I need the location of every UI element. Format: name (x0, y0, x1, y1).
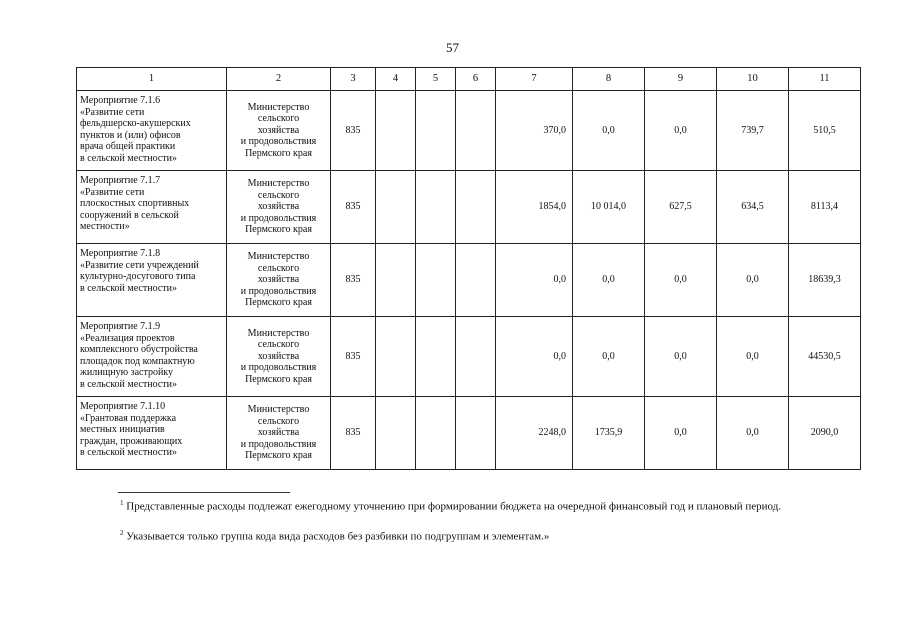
measure-line: площадок под компактную (80, 355, 195, 367)
budget-code-cell: 835 (331, 317, 376, 397)
column-header: 4 (376, 68, 416, 91)
executor-cell (227, 244, 331, 317)
amount-cell: 0,0 (496, 317, 573, 397)
amount-cell: 0,0 (717, 317, 789, 397)
column-header: 2 (227, 68, 331, 91)
empty-cell (376, 91, 416, 171)
amount-cell: 0,0 (645, 91, 717, 171)
footnote-divider (118, 492, 290, 493)
footnote-text: Представленные расходы подлежат ежегодному уточнению при формировании бюджета на очередной финансовый год и плановый период. (126, 500, 782, 513)
executor-cell (227, 317, 331, 397)
measure-line: «Грантовая поддержка (80, 412, 177, 424)
empty-cell (456, 397, 496, 470)
page-number: 57 (446, 40, 459, 55)
executor-line: Пермского края (245, 450, 312, 462)
executor-line: сельского (257, 415, 300, 427)
amount-cell: 10 014,0 (573, 171, 645, 244)
measure-line: «Развитие сети учреждений (80, 259, 199, 271)
amount-cell: 0,0 (645, 317, 717, 397)
measure-line: местных инициатив (80, 424, 165, 435)
amount-cell: 634,5 (717, 171, 789, 244)
measure-line: жилищную застройку (80, 367, 174, 378)
empty-cell (456, 171, 496, 244)
empty-cell (456, 244, 496, 317)
column-header: 11 (789, 68, 861, 91)
amount-cell: 0,0 (496, 244, 573, 317)
executor-line: хозяйства (257, 124, 300, 136)
table-row (77, 317, 861, 397)
measure-line: фельдшерско-акушерских (80, 118, 191, 129)
amount-cell: 1735,9 (573, 397, 645, 470)
amount-cell: 2248,0 (496, 397, 573, 470)
measure-line: плоскостных спортивных (80, 198, 190, 209)
empty-cell (416, 91, 456, 171)
header-row (77, 68, 861, 91)
measure-line: граждан, проживающих (80, 435, 183, 447)
column-header: 9 (645, 68, 717, 91)
amount-cell: 0,0 (573, 244, 645, 317)
executor-line: сельского (257, 189, 300, 201)
empty-cell (376, 171, 416, 244)
executor-line: хозяйства (257, 350, 300, 362)
measure-line: Мероприятие 7.1.6 (80, 95, 161, 106)
executor-line: Пермского края (245, 224, 312, 236)
executor-line: сельского (257, 262, 300, 274)
footnote-mark: 2 (120, 529, 124, 537)
measure-line: врача общей практики (80, 141, 176, 152)
measure-line: в сельской местности» (80, 378, 177, 390)
column-header: 1 (77, 68, 227, 91)
measure-line: культурно-досугового типа (80, 271, 196, 282)
footnote-mark: 1 (120, 499, 124, 507)
empty-cell (456, 317, 496, 397)
budget-code-cell: 835 (331, 171, 376, 244)
measure-line: комплексного обустройства (80, 344, 198, 355)
executor-line: хозяйства (257, 274, 300, 286)
budget-table (76, 67, 861, 470)
amount-cell: 510,5 (789, 91, 861, 171)
empty-cell (416, 317, 456, 397)
empty-cell (456, 91, 496, 171)
executor-line: Пермского края (245, 147, 312, 159)
table-row (77, 397, 861, 470)
empty-cell (376, 317, 416, 397)
executor-line: и продовольствия (240, 136, 317, 148)
empty-cell (416, 397, 456, 470)
empty-cell (416, 171, 456, 244)
executor-cell (227, 397, 331, 470)
amount-cell: 0,0 (645, 244, 717, 317)
amount-cell: 370,0 (496, 91, 573, 171)
empty-cell (416, 244, 456, 317)
executor-line: и продовольствия (240, 438, 317, 450)
column-header: 6 (456, 68, 496, 91)
measure-line: пунктов и (или) офисов (80, 129, 181, 141)
executor-cell (227, 91, 331, 171)
measure-line: в сельской местности» (80, 447, 177, 458)
table-row (77, 244, 861, 317)
amount-cell: 8113,4 (789, 171, 861, 244)
executor-line: хозяйства (257, 201, 300, 213)
footnote-2 (80, 526, 900, 544)
amount-cell: 2090,0 (789, 397, 861, 470)
executor-line: Министерство (247, 404, 310, 416)
measure-cell (77, 244, 227, 317)
budget-code-cell: 835 (331, 397, 376, 470)
column-header: 10 (717, 68, 789, 91)
amount-cell: 0,0 (573, 91, 645, 171)
measure-line: в сельской местности» (80, 152, 177, 164)
executor-line: Министерство (247, 101, 310, 113)
amount-cell: 0,0 (573, 317, 645, 397)
column-header: 8 (573, 68, 645, 91)
measure-cell (77, 317, 227, 397)
executor-line: Пермского края (245, 297, 312, 309)
column-header: 5 (416, 68, 456, 91)
measure-line: Мероприятие 7.1.7 (80, 175, 161, 186)
executor-line: и продовольствия (240, 362, 317, 374)
footnote-text: Указывается только группа кода вида расходов без разбивки по подгруппам и элементам.» (126, 530, 550, 543)
executor-line: хозяйства (257, 427, 300, 439)
empty-cell (376, 397, 416, 470)
executor-line: сельского (257, 113, 300, 125)
measure-cell (77, 397, 227, 470)
measure-line: в сельской местности» (80, 282, 177, 294)
measure-line: сооружений в сельской (80, 209, 179, 221)
budget-code-cell: 835 (331, 91, 376, 171)
table-row (77, 171, 861, 244)
amount-cell: 0,0 (717, 397, 789, 470)
measure-line: Мероприятие 7.1.9 (80, 321, 161, 332)
column-header: 3 (331, 68, 376, 91)
measure-line: Мероприятие 7.1.8 (80, 248, 161, 259)
amount-cell: 44530,5 (789, 317, 861, 397)
measure-cell (77, 91, 227, 171)
amount-cell: 739,7 (717, 91, 789, 171)
executor-cell (227, 171, 331, 244)
executor-line: Министерство (247, 327, 310, 339)
executor-line: Пермского края (245, 373, 312, 385)
executor-line: сельского (257, 339, 300, 351)
budget-code-cell: 835 (331, 244, 376, 317)
amount-cell: 18639,3 (789, 244, 861, 317)
measure-line: Мероприятие 7.1.10 (80, 401, 166, 412)
measure-line: «Реализация проектов (80, 332, 175, 344)
column-header: 7 (496, 68, 573, 91)
amount-cell: 1854,0 (496, 171, 573, 244)
amount-cell: 0,0 (645, 397, 717, 470)
executor-line: и продовольствия (240, 285, 317, 297)
measure-cell (77, 171, 227, 244)
amount-cell: 0,0 (717, 244, 789, 317)
measure-line: «Развитие сети (80, 186, 145, 198)
measure-line: местности» (80, 221, 130, 232)
footnote-1 (80, 496, 860, 514)
executor-line: и продовольствия (240, 212, 317, 224)
executor-line: Министерство (247, 178, 310, 190)
measure-line: «Развитие сети (80, 106, 145, 118)
empty-cell (376, 244, 416, 317)
executor-line: Министерство (247, 251, 310, 263)
amount-cell: 627,5 (645, 171, 717, 244)
table-row (77, 91, 861, 171)
